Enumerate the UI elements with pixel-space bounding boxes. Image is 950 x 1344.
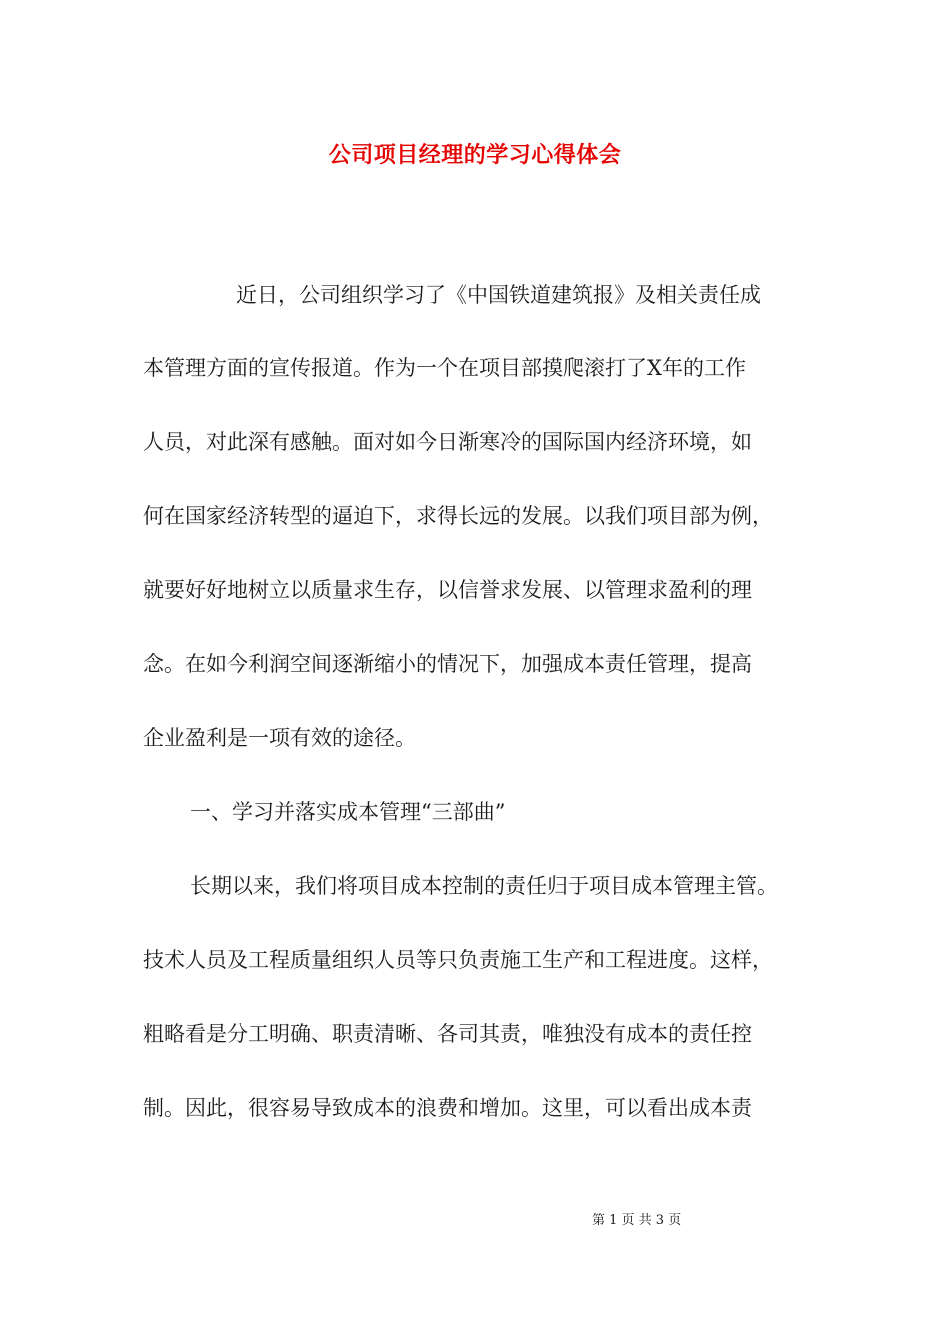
body-line: 技术人员及工程质量组织人员等只负责施工生产和工程进度。这样， bbox=[143, 948, 773, 972]
body-line: 近日，公司组织学习了《中国铁道建筑报》及相关责任成 bbox=[236, 283, 761, 307]
body-line: 企业盈利是一项有效的途径。 bbox=[143, 726, 416, 750]
page-number: 第 1 页 共 3 页 bbox=[592, 1213, 682, 1228]
body-line: 粗略看是分工明确、职责清晰、各司其责，唯独没有成本的责任控 bbox=[143, 1022, 752, 1046]
body-line: 就要好好地树立以质量求生存，以信誉求发展、以管理求盈利的理 bbox=[143, 578, 752, 602]
body-line: 何在国家经济转型的逼迫下，求得长远的发展。以我们项目部为例， bbox=[143, 504, 773, 528]
body-line: 念。在如今利润空间逐渐缩小的情况下，加强成本责任管理，提高 bbox=[143, 652, 752, 676]
body-line: 制。因此，很容易导致成本的浪费和增加。这里，可以看出成本责 bbox=[143, 1096, 752, 1120]
body-line: 人员，对此深有感触。面对如今日渐寒冷的国际国内经济环境，如 bbox=[143, 430, 752, 454]
body-line: 本管理方面的宣传报道。作为一个在项目部摸爬滚打了X年的工作 bbox=[143, 356, 746, 380]
body-line: 长期以来，我们将项目成本控制的责任归于项目成本管理主管。 bbox=[190, 874, 778, 898]
document-title: 公司项目经理的学习心得体会 bbox=[328, 142, 622, 168]
section-heading: 一、学习并落实成本管理“三部曲” bbox=[190, 800, 506, 824]
